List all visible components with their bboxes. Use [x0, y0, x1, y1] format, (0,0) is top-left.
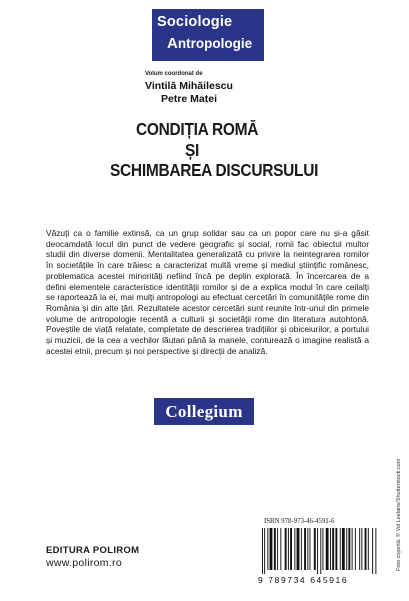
- collegium-logo: Collegium: [154, 398, 254, 425]
- barcode-digits: 9 789734 645916: [258, 575, 349, 585]
- photo-credit: Foto copertă: © Vol Leelane/Shutterstock.com: [396, 458, 402, 571]
- barcode-bars: [260, 528, 380, 574]
- isbn-text: ISBN 978-973-46-4591-6: [264, 518, 335, 525]
- editor-name: Petre Matei: [161, 93, 218, 105]
- series-name: Sociologie: [157, 14, 233, 30]
- coordination-label: Volum coordonat de: [145, 71, 203, 77]
- barcode: [254, 518, 386, 586]
- publisher-url: www.polirom.ro: [46, 557, 122, 569]
- book-title-line: CONDIȚIA ROMĂ: [136, 120, 259, 140]
- series-subname-rest: ntropologie: [177, 36, 253, 51]
- series-badge: [152, 9, 264, 61]
- publisher-name: EDITURA POLIROM: [46, 545, 140, 556]
- editor-name: Vintilă Mihăilescu: [145, 80, 233, 92]
- series-subname: [167, 35, 252, 52]
- book-title-line: ȘI: [185, 141, 200, 161]
- series-subname-initial: A: [167, 35, 178, 52]
- book-description: Văzuți ca o familie extinsă, ca un grup solidar sau ca un popor care nu și-a găsit deocamdată locul din punct de vedere geografic și social, romii fac obiectul multor studii din diverse domenii. Mentalitatea generalizată cu privire la neintegrarea romilor în societățile în care trăiesc a caracterizat multă vreme și mediul științific românesc, problematica acestei minorități nefiind încă pe deplin explorată. În încercarea de a defini elementele caracteristice identității romilor și de a explica modul în care ceilalți se raportează la ei, mai mulți antropologi au efectuat cercetări în comunitățile rome din România și din alte țări. Rezultatele acestor cercetări sunt reunite într-unul din primele volume de antropologie recentă a culturii și societății rome din literatura autohtonă. Poveștile de viață relatate, completate de descrierea tradițiilor și obiceiurilor, a portului și muzicii, de la cea a vechilor lăutari până la manele, conturează o imagine realistă a acestei etnii, precum și noi perspective și direcții de analiză.: [46, 228, 369, 356]
- book-title-line: SCHIMBAREA DISCURSULUI: [110, 161, 319, 181]
